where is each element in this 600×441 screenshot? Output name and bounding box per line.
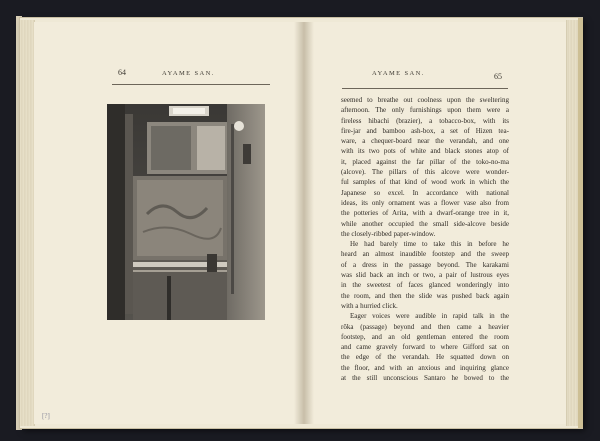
text-line: ful samples of that kind of wood work in which the: [341, 178, 509, 187]
text-line: the room, and then the slide was pushed back again: [341, 291, 509, 300]
right-page-number: 65: [494, 72, 502, 81]
right-running-head: AYAME SAN.: [372, 70, 425, 77]
text-line: the edge of the verandah. He squatted down on: [341, 353, 509, 362]
text-line: the floor, and with an anxious and inquiring glance: [341, 363, 509, 372]
pencil-annotation: [?]: [42, 412, 50, 420]
text-line: with a hurried click.: [341, 301, 398, 310]
text-line: footstep, and an old gentleman entered the room: [341, 332, 509, 341]
left-running-head: AYAME SAN.: [162, 70, 215, 77]
text-line: with its two pots of white and black stones atop of: [341, 147, 509, 156]
text-line: the potteries of Arita, with a dwarf-orange tree in it,: [341, 209, 509, 218]
text-line: was slid back an inch or two, a pair of lustrous eyes: [341, 271, 509, 280]
text-line: in the sweetest of faces glanced wonderingly into: [341, 281, 509, 290]
text-line: heard an almost inaudible footstep and the sweep: [341, 250, 509, 259]
left-page-stack: [20, 20, 35, 426]
text-line: the closely-ribbed paper-window.: [341, 229, 436, 238]
right-header-rule: [342, 88, 508, 89]
text-line: at the still unconscious Santaro he bowed to the: [341, 374, 509, 383]
left-header-rule: [112, 84, 270, 85]
text-line: rōka (passage) beyond and then came a heavier: [341, 322, 509, 331]
text-line: afternoon. The only furnishings upon them were a: [341, 106, 509, 115]
book-gutter: [294, 22, 314, 424]
text-line: (alcove). The pillars of this alcove were wonder-: [341, 168, 509, 177]
photograph-plate: [107, 104, 265, 320]
room-photograph-illustration: [107, 104, 265, 320]
text-line: He had barely time to take this in before he: [350, 240, 509, 249]
text-line: Japanese so excel. In accordance with national: [341, 188, 509, 197]
book-right-edge: [578, 18, 583, 428]
left-page-number: 64: [118, 68, 126, 77]
text-line: it, placed against the far pillar of the toko-no-ma: [341, 157, 509, 166]
text-line: seemed to breathe out coolness upon the sweltering: [341, 96, 509, 104]
right-page-text: [341, 95, 509, 383]
text-line: Eager voices were audible in rapid talk in the: [350, 312, 509, 321]
text-line: fire-jar and bamboo ash-box, a set of Hizen tea-: [341, 126, 509, 135]
text-line: while another occupied the small side-alcove beside: [341, 219, 509, 228]
text-line: fireless hibachi (brazier), a tobacco-box, with its: [341, 116, 509, 125]
text-line: ware, a chequer-board near the verandah, and one: [341, 137, 509, 146]
text-line: and came gravely forward to where Gifford sat on: [341, 343, 509, 352]
text-line: ideas, its only ornament was a flower vase also from: [341, 198, 509, 207]
text-line: of a dress in the passage beyond. The karakami: [341, 260, 509, 269]
